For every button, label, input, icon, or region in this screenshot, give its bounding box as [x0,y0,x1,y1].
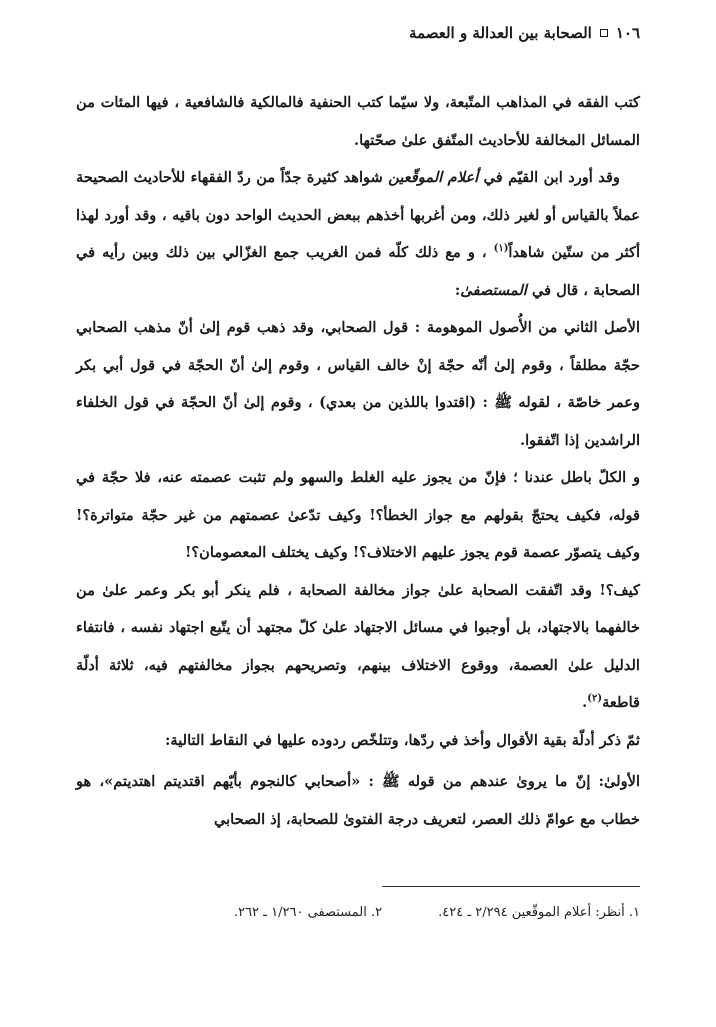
square-bullet-icon [600,29,608,37]
footnote-ref-2[interactable]: (٢) [587,693,603,705]
paragraph-4: ثمّ ذكر أدلّة بقية الأقوال وأخذ في ردّها، وتتلخّص ردوده عليها في النقاط التالية: [165,731,640,749]
page-body [76,84,640,838]
paragraph-2: وقد أورد ابن القيّم في أعلام الموقّعين شواهد كثيرة جدّاً من ردّ الفقهاء للأحاديث الصحيحة عملاً بالقياس أو لغير ذلك، ومن أغربها أخذهم ببعض الحديث الواحد دون باقيه ، وقد أورد لهذا أكثر من ستّين شاهداً$^{(١)}$ ، و مع ذلك كلّه فمن الغريب جمع الغزّالي بين ذلك وبين رأيه في الصحابة ، قال في المستصفىٰ: [76,169,640,299]
paragraph-5: الأولىٰ: إنّ ما يروىٰ عندهم من قوله ﷺ : «أصحابي كالنجوم بأيّهم اقتديتم اهتديتم»، هو خطاب مع عوامّ ذلك العصر، لتعريف درجة الفتوىٰ للصحابة، إذ الصحابي [76,773,640,828]
book-title-mustasfa: المستصفىٰ [460,281,527,299]
footnotes [76,905,640,920]
quote-paragraph-2: و الكلّ باطل عندنا ؛ فإنّ من يجوز عليه الغلط والسهو ولم تثبت عصمته عنه، فلا حجّة في قوله، فكيف يحتجّ بقولهم مع جواز الخطأ؟! وكيف تدّعىٰ عصمتهم من غير حجّة متواترة؟! وكيف يتصوّر عصمة قوم يجوز عليهم الاختلاف؟! وكيف يختلف المعصومان؟! [76,469,640,561]
footnote-2: ٢. المستصفى ١/٢٦٠ ـ ٢٦٢. [233,905,383,920]
running-title: الصحابة بين العدالة و العصمة [409,24,592,42]
quote-paragraph-3: كيف؟! وقد اتّفقت الصحابة علىٰ جواز مخالفة الصحابة ، فلم ينكر أبو بكر وعمر علىٰ من خالفهما بالاجتهاد، بل أوجبوا في مسائل الاجتهاد علىٰ كلّ مجتهد أن يتّبع اجتهاد نفسه ، فانتفاء الدليل علىٰ العصمة، ووقوع الاختلاف بينهم، وتصريحهم بجواز مخالفتهم فيه، ثلاثة أدلّة قاطعة$^{(٢)}$. [76,581,640,711]
quote-paragraph-1: الأصل الثاني من الأُصول الموهومة : قول الصحابي، وقد ذهب قوم إلىٰ أنّ مذهب الصحابي حجّة مطلقاً ، وقوم إلىٰ أنّه حجّة إنْ خالف القياس ، وقوم إلىٰ أنّ الحجّة في قول أبي بكر وعمر خاصّة ، لقوله ﷺ : (اقتدوا باللذين من بعدي) ، وقوم إلىٰ أنّ الحجّة في قول الخلفاء الراشدين إذا اتّفقوا. [76,319,640,449]
paragraph-1: كتب الفقه في المذاهب المتّبعة، ولا سيّما كتب الحنفية فالمالكية فالشافعية ، فيها المئات من المسائل المخالفة للأحاديث المتّفق علىٰ صحّتها. [76,94,640,149]
footnote-divider [382,886,640,887]
page-header [76,18,640,48]
footnote-ref-1[interactable]: (١) [493,243,509,255]
page-number: ١٠٦ [615,24,640,42]
book-title-alam: أعلام الموقّعين [388,169,479,186]
footnote-1: ١. أنظر: أعلام الموقّعين ٢/٢٩٤ ـ ٤٢٤. [438,905,640,920]
